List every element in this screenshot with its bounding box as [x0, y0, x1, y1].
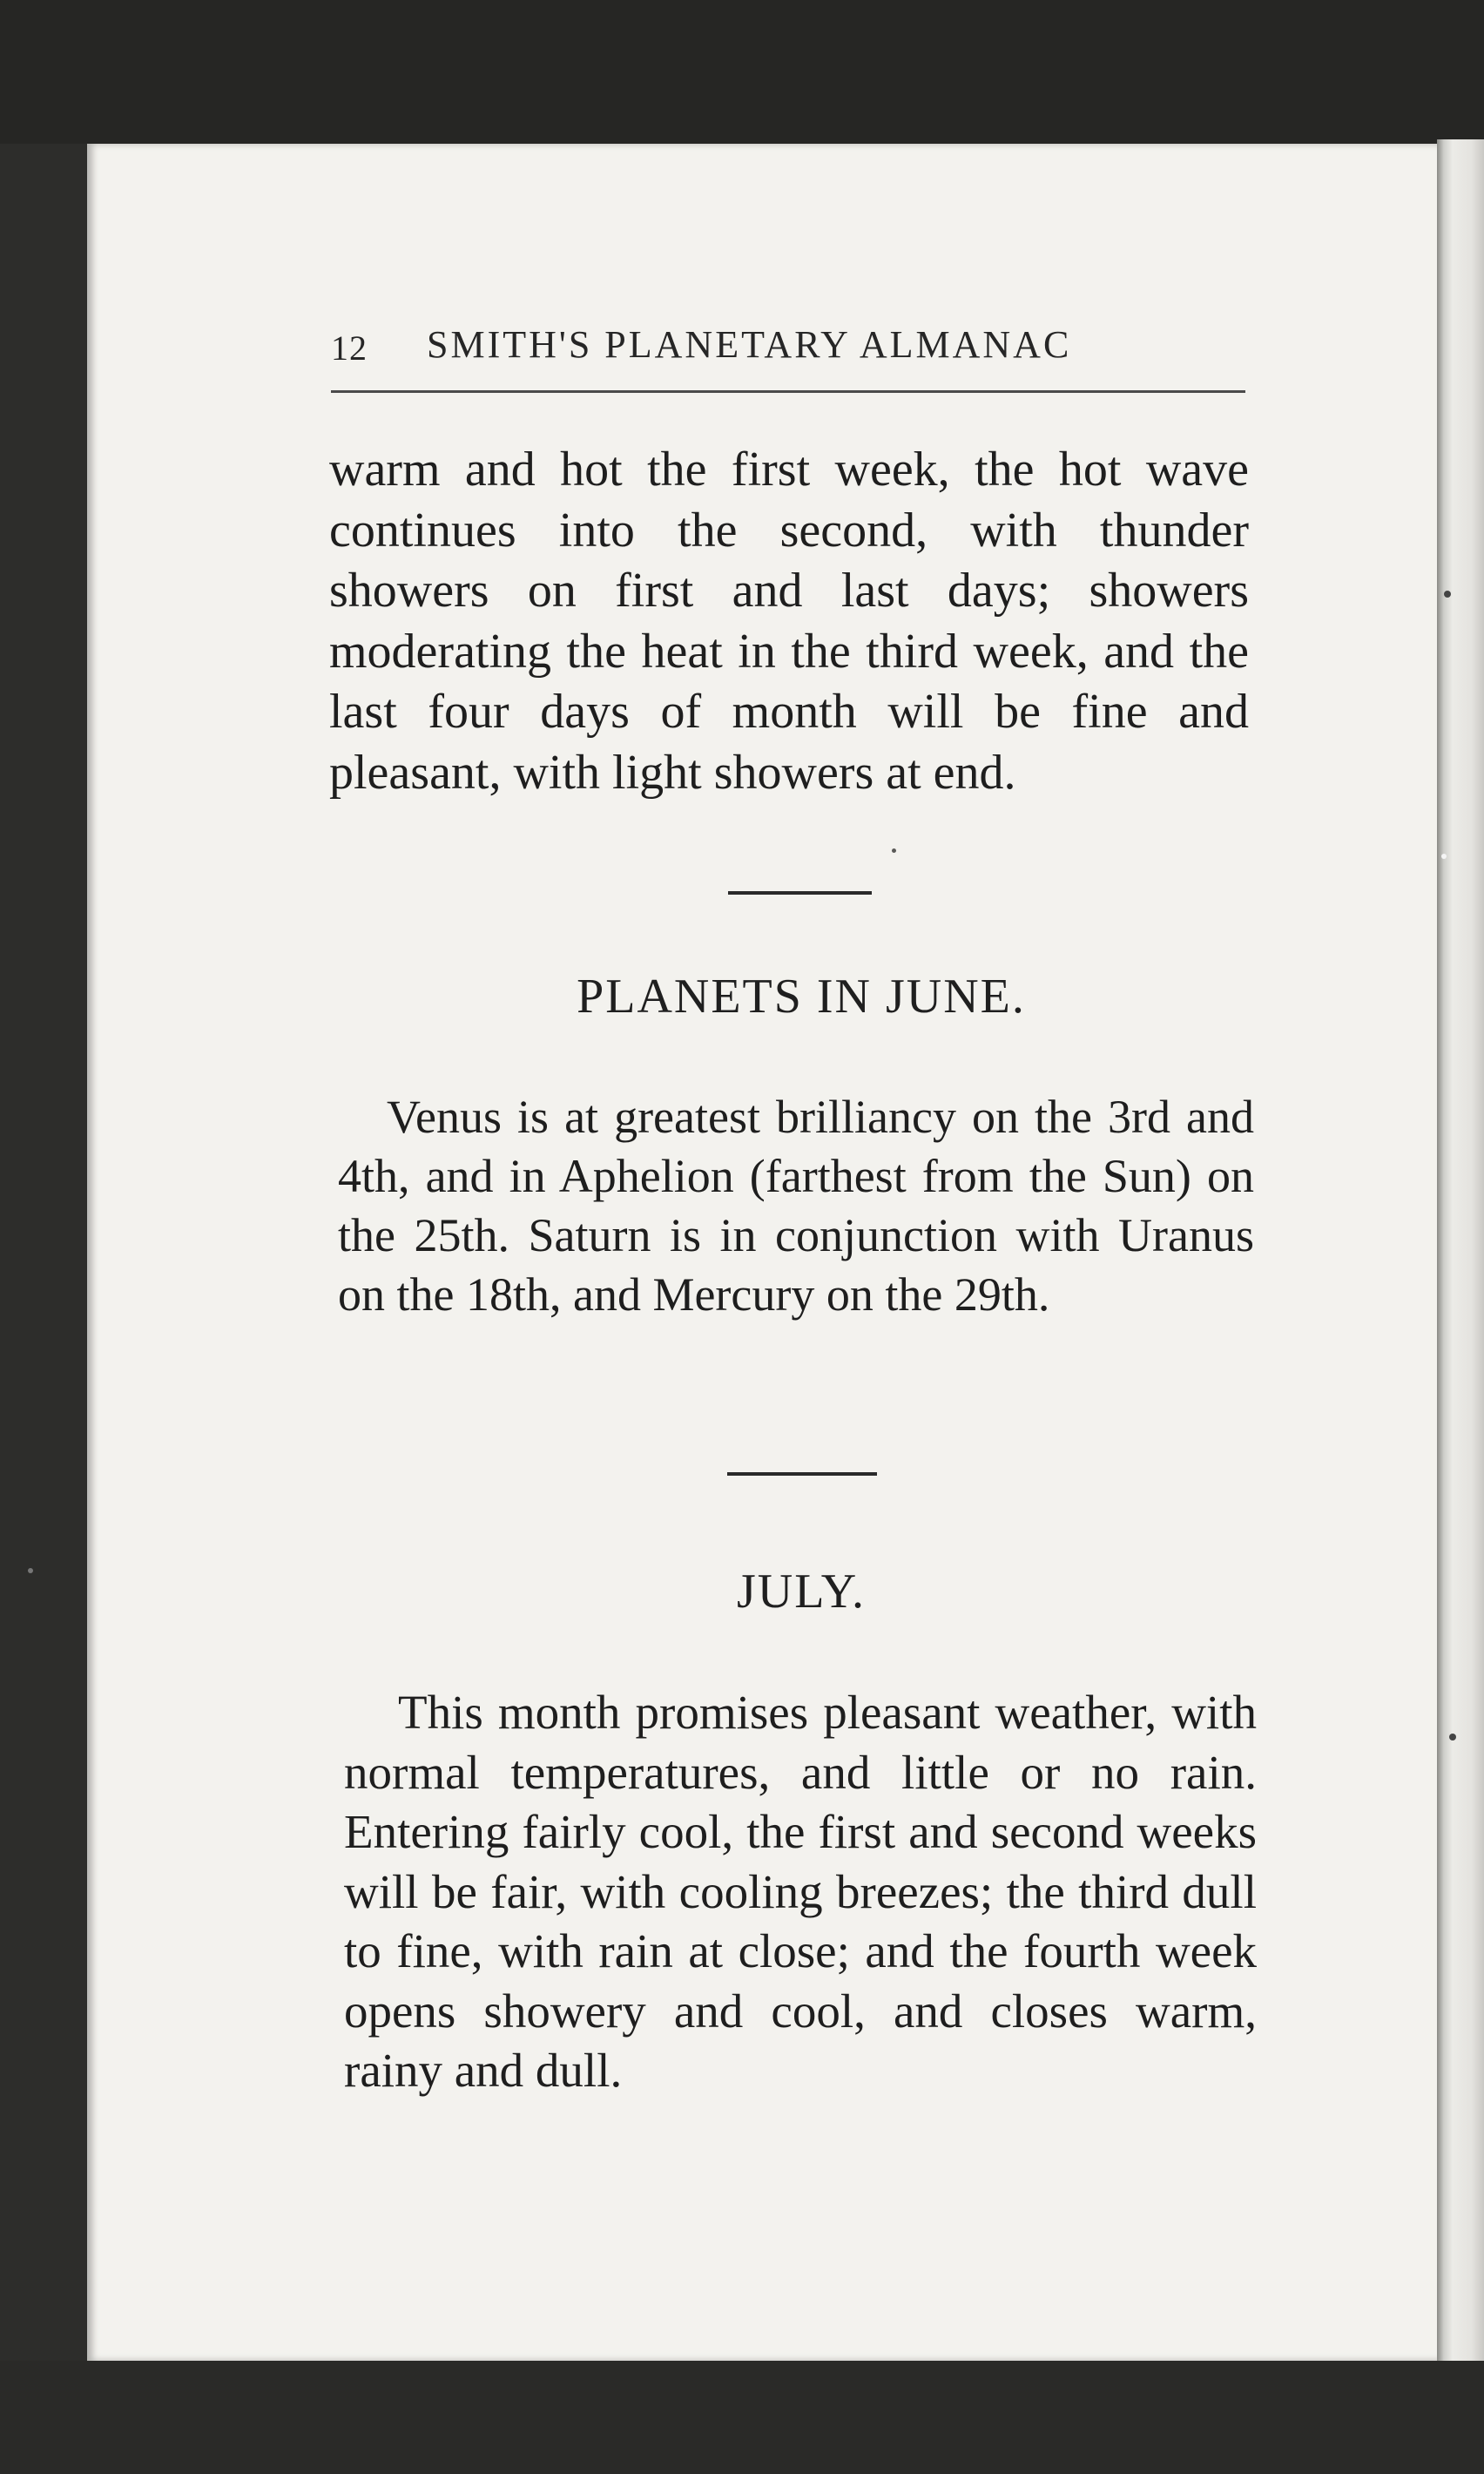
page-number: 12 — [331, 328, 368, 368]
section-divider — [728, 891, 872, 895]
scan-background-top — [0, 0, 1484, 144]
june-weather-paragraph: warm and hot the first week, the hot wave continues into the second, with thunder showers on first and last days; showers moderating the heat in the third week, and the last four days of month will be fine and pleasant, with light showers at end. — [329, 443, 1249, 800]
page-edge — [1437, 139, 1484, 2369]
running-title: SMITH'S PLANETARY ALMANAC — [427, 323, 1072, 366]
scan-speck — [28, 1568, 33, 1573]
july-heading: JULY. — [736, 1565, 867, 1619]
scan-background-bottom — [0, 2361, 1484, 2474]
scan-speck — [1441, 854, 1447, 859]
scan-speck — [1444, 591, 1451, 598]
july-paragraph: This month promises pleasant weather, with normal temperatures, and little or no rain. Entering fairly cool, the first and second weeks will be fair, with cooling breezes; the third dull to fine, with rain at close; and the fourth week opens showery and cool, and closes warm, rainy and dull. — [344, 1686, 1257, 2097]
section-divider — [727, 1472, 877, 1476]
header-rule — [331, 390, 1245, 393]
running-head — [331, 322, 1237, 392]
scan-background-left — [0, 144, 87, 2374]
scan-speck — [892, 848, 896, 853]
scan-speck — [1449, 1734, 1456, 1741]
planets-in-june-paragraph: Venus is at greatest brilliancy on the 3rd and 4th, and in Aphelion (farthest from the Sun) on the 25th. Saturn is in conjunction with Uranus on the 18th, and Mercury on the 29th. — [338, 1091, 1254, 1321]
planets-in-june-heading: PLANETS IN JUNE. — [577, 970, 1026, 1024]
